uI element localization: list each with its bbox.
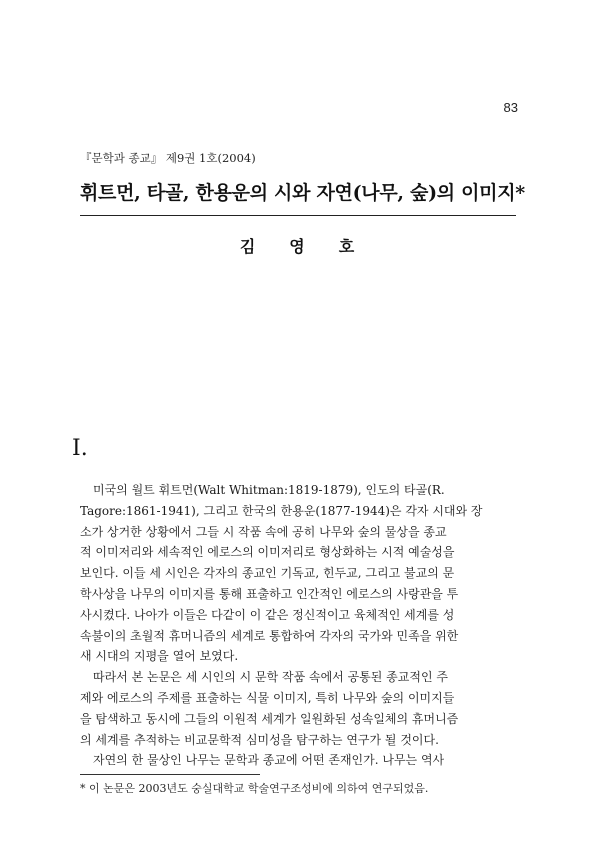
text-line: 학사상을 나무의 이미지를 통해 표출하고 인간적인 에로스의 사랑관을 투 (80, 586, 459, 601)
paragraph-2 (80, 667, 522, 750)
text-line: 적 이미저리와 세속적인 에로스의 이미저리로 형상화하는 시적 예술성을 (80, 545, 455, 560)
text-line: 을 탐색하고 동시에 그들의 이원적 세계가 일원화된 성속일체의 휴머니즘 (80, 711, 459, 726)
text-line: 사시켰다. 나아가 이들은 다같이 이 같은 정신적이고 육체적인 세계를 성 (80, 607, 455, 622)
text-line: 미국의 월트 휘트먼(Walt Whitman:1819-1879), 인도의 타골(R. (93, 483, 445, 497)
paragraph-1 (80, 480, 522, 667)
text-line: 속불이의 초월적 휴머니즘의 세계로 통합하여 각자의 국가와 민족을 위한 (80, 628, 459, 643)
footnote: * 이 논문은 2003년도 숭실대학교 학술연구조성비에 의하여 연구되었음. (80, 782, 429, 795)
journal-info: 『문학과 종교』 제9권 1호(2004) (80, 151, 256, 165)
paper-title: 휘트먼, 타골, 한용운의 시와 자연(나무, 숲)의 이미지* (80, 182, 525, 204)
text-line: Tagore:1861-1941), 그리고 한국의 한용운(1877-1944)은 각자 시대와 장 (80, 503, 483, 518)
author-name: 김영호 (239, 237, 389, 256)
page-number: 83 (503, 100, 518, 115)
text-line: 소가 상거한 상황에서 그들 시 작품 속에 공히 나무와 숲의 물상을 종교 (80, 524, 447, 539)
body-text (80, 480, 522, 771)
section-heading: I. (72, 436, 88, 461)
text-line: 자연의 한 물상인 나무는 문학과 종교에 어떤 존재인가. 나무는 역사 (93, 753, 445, 768)
text-line: 제와 에로스의 주제를 표출하는 식물 이미지, 특히 나무와 숲의 이미지들 (80, 690, 455, 705)
text-line: 보인다. 이들 세 시인은 각자의 종교인 기독교, 힌두교, 그리고 불교의 문 (80, 566, 455, 581)
text-line: 새 시대의 지평을 열어 보였다. (80, 649, 239, 664)
text-line: 의 세계를 추적하는 비교문학적 심미성을 탐구하는 연구가 될 것이다. (80, 732, 439, 747)
title-divider (80, 215, 516, 216)
text-line: 따라서 본 논문은 세 시인의 시 문학 작품 속에서 공통된 종교적인 주 (93, 670, 448, 685)
paragraph-3 (80, 750, 522, 771)
footnote-divider (80, 774, 260, 775)
